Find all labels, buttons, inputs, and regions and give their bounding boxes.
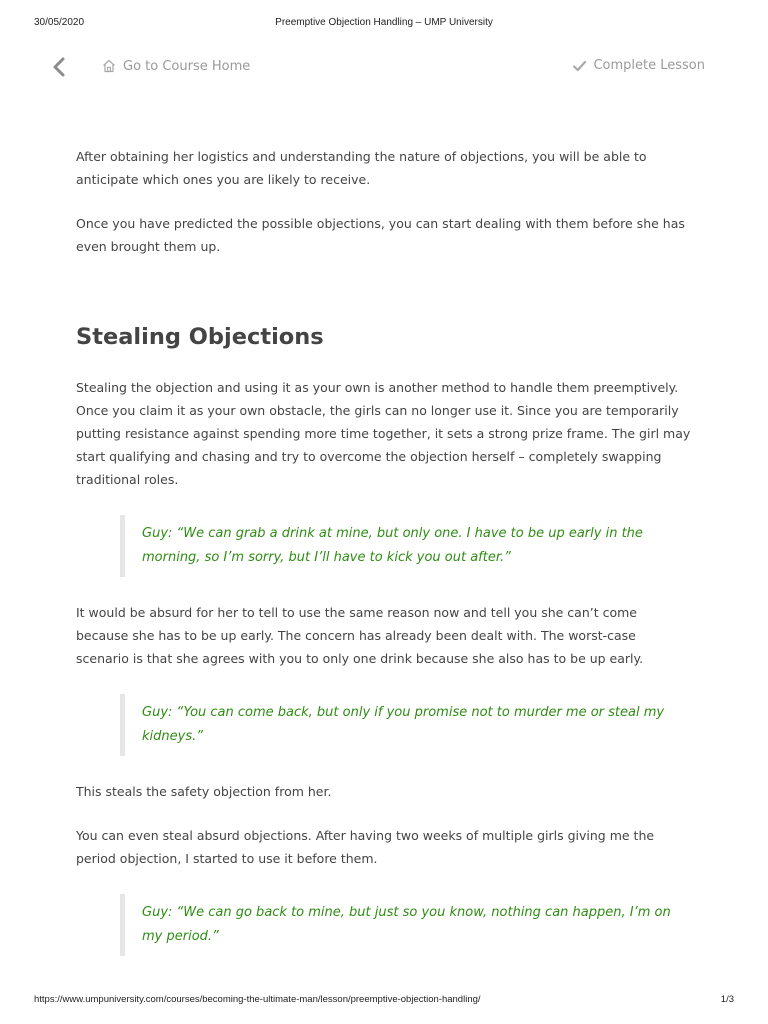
- print-date: 30/05/2020: [34, 17, 85, 28]
- print-url: https://www.umpuniversity.com/courses/becoming-the-ultimate-man/lesson/preemptive-objection-handling/: [34, 994, 481, 1005]
- page-number: 1/3: [720, 994, 734, 1005]
- complete-lesson-button[interactable]: [572, 58, 705, 73]
- course-home-label: Go to Course Home: [123, 58, 251, 74]
- body-paragraph-2: It would be absurd for her to tell to use the same reason now and tell you she can’t come because she has to be up early. The concern has already been dealt with. The worst-case scenario is that she agrees with you to only one drink because she also has to be up early.: [76, 605, 644, 666]
- print-footer: [34, 994, 734, 1008]
- print-page-title: Preemptive Objection Handling – UMP University: [275, 17, 493, 28]
- dialogue-quote-3: [120, 894, 692, 956]
- intro-paragraph-2: Once you have predicted the possible objections, you can start dealing with them before she has even brought them up.: [76, 216, 685, 254]
- body-paragraph-1: Stealing the objection and using it as your own is another method to handle them preemptively. Once you claim it as your own obstacle, the girls can no longer use it. Since you are temporarily putting resistance against spending more time together, it sets a strong prize frame. The girl may start qualifying and chasing and try to overcome the objection herself – completely swapping traditional roles.: [76, 380, 691, 487]
- course-home-link[interactable]: [101, 58, 250, 74]
- quote-text-3: Guy: “We can go back to mine, but just so you know, nothing can happen, I’m on my period.”: [142, 905, 671, 944]
- dialogue-quote-2: [120, 694, 692, 756]
- intro-paragraph-1: After obtaining her logistics and understanding the nature of objections, you will be able to anticipate which ones you are likely to receive.: [76, 149, 647, 187]
- print-header: [34, 17, 734, 31]
- complete-lesson-label: Complete Lesson: [593, 58, 705, 73]
- quote-text-1: Guy: “We can grab a drink at mine, but only one. I have to be up early in the morning, so I’m sorry, but I’ll have to kick you out after.”: [142, 526, 643, 565]
- checkmark-icon: [572, 59, 587, 73]
- body-paragraph-3: This steals the safety objection from her.: [76, 784, 332, 799]
- lesson-nav: [48, 54, 708, 80]
- section-heading: Stealing Objections: [76, 324, 324, 350]
- home-icon: [101, 58, 117, 74]
- body-paragraph-4: You can even steal absurd objections. After having two weeks of multiple girls giving me the period objection, I started to use it before them.: [76, 828, 655, 866]
- back-button[interactable]: [48, 54, 70, 80]
- lesson-content: [76, 145, 692, 956]
- quote-text-2: Guy: “You can come back, but only if you promise not to murder me or steal my kidneys.”: [142, 705, 665, 744]
- dialogue-quote-1: [120, 515, 692, 577]
- chevron-left-icon: [48, 54, 70, 80]
